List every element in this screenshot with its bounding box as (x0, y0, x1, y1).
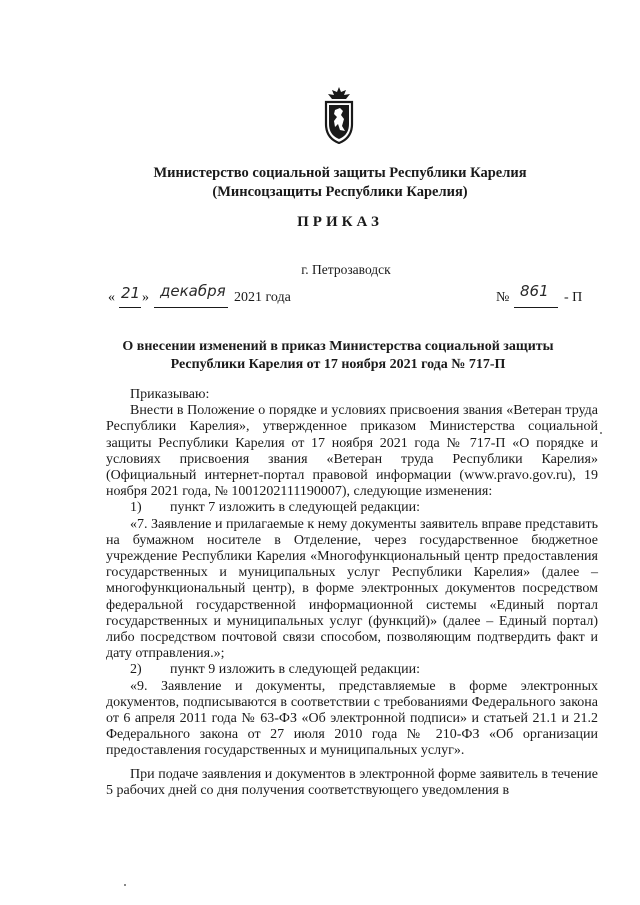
order-number-handwritten: 861 (520, 282, 549, 300)
order-body (106, 387, 598, 799)
list-item-2 (106, 662, 598, 678)
date-year-text: 2021 года (234, 290, 291, 305)
organization-name: Министерство социальной защиты Республики Карелия (153, 165, 527, 181)
body-paragraph-electronic-submission: При подаче заявления и документов в электронной форме заявитель в течение 5 рабочих дней со дня получения соответствующего уведомления в (106, 766, 598, 798)
order-number-sign: № (496, 290, 510, 305)
scan-speck (124, 884, 126, 886)
order-number-suffix: - П (564, 290, 583, 305)
body-order-word: Приказываю: (130, 387, 210, 402)
date-number-line (108, 282, 598, 312)
date-month-handwritten: декабря (160, 282, 226, 300)
list-item-1 (106, 500, 598, 516)
city-line: г. Петрозаводск (301, 262, 391, 277)
body-paragraph-intro: Внести в Положение о порядке и условиях присвоения звания «Ветеран труда Республики Карелия», утвержденное приказом Министерства социальной защиты Республики Карелия от 17 ноября 2021 года № 717-П «О порядке и условиях присвоения звания «Ветеран труда Республики Карелия» (Официальный интернет-портал правовой информации (www.pravo.gov.ru), 19 ноября 2021 года, № 1001202111190007), следующие изменения: (106, 403, 598, 500)
subject-line-1: О внесении изменений в приказ Министерства социальной защиты (122, 339, 554, 354)
subject-line-2: Республики Карелия от 17 ноября 2021 года № 717-П (170, 357, 506, 372)
date-day-underline (119, 307, 141, 308)
karelia-coat-of-arms-icon (322, 86, 356, 144)
date-close-quote: » (142, 290, 149, 305)
body-paragraph-clause-9: «9. Заявление и документы, представляемые в форме электронных документов, подписываются в соответствии с требованиями Федерального закона от 6 апреля 2011 года № 63-ФЗ «Об электронной подписи» и статьей 21.1 и 21.2 Федерального закона от 27 июля 2010 года № 210-ФЗ «Об организации предоставления государственных и муниципальных услуг». (106, 678, 598, 759)
date-day-handwritten: 21 (121, 284, 141, 302)
body-paragraph-clause-7: «7. Заявление и прилагаемые к нему документы заявитель вправе представить на бумажном носителе в Отделение, через государственное бюджетное учреждение Республики Карелия «Многофункциональный центр предоставления государственных и муниципальных услуг Республики Карелия» (далее – многофункциональный центр), в форме электронных документов посредством федеральной государственной информационной системы «Единый портал государственных и муниципальных услуг (функций)» (далее – Единый портал) либо посредством почтовой связи способом, позволяющим подтвердить факт и дату отправления.»; (106, 516, 598, 662)
date-open-quote: « (108, 290, 115, 305)
list-item-1-number: 1) (130, 500, 142, 516)
list-item-2-number: 2) (130, 662, 142, 678)
organization-short-name: (Минсоцзащиты Республики Карелия) (212, 184, 468, 200)
date-month-underline (154, 307, 228, 308)
order-subject (0, 338, 640, 374)
list-item-2-text: пункт 9 изложить в следующей редакции: (170, 662, 420, 678)
list-item-1-text: пункт 7 изложить в следующей редакции: (170, 500, 420, 516)
document-type-title: ПРИКАЗ (297, 214, 383, 230)
scan-speck (600, 432, 602, 434)
order-number-underline (514, 307, 558, 308)
